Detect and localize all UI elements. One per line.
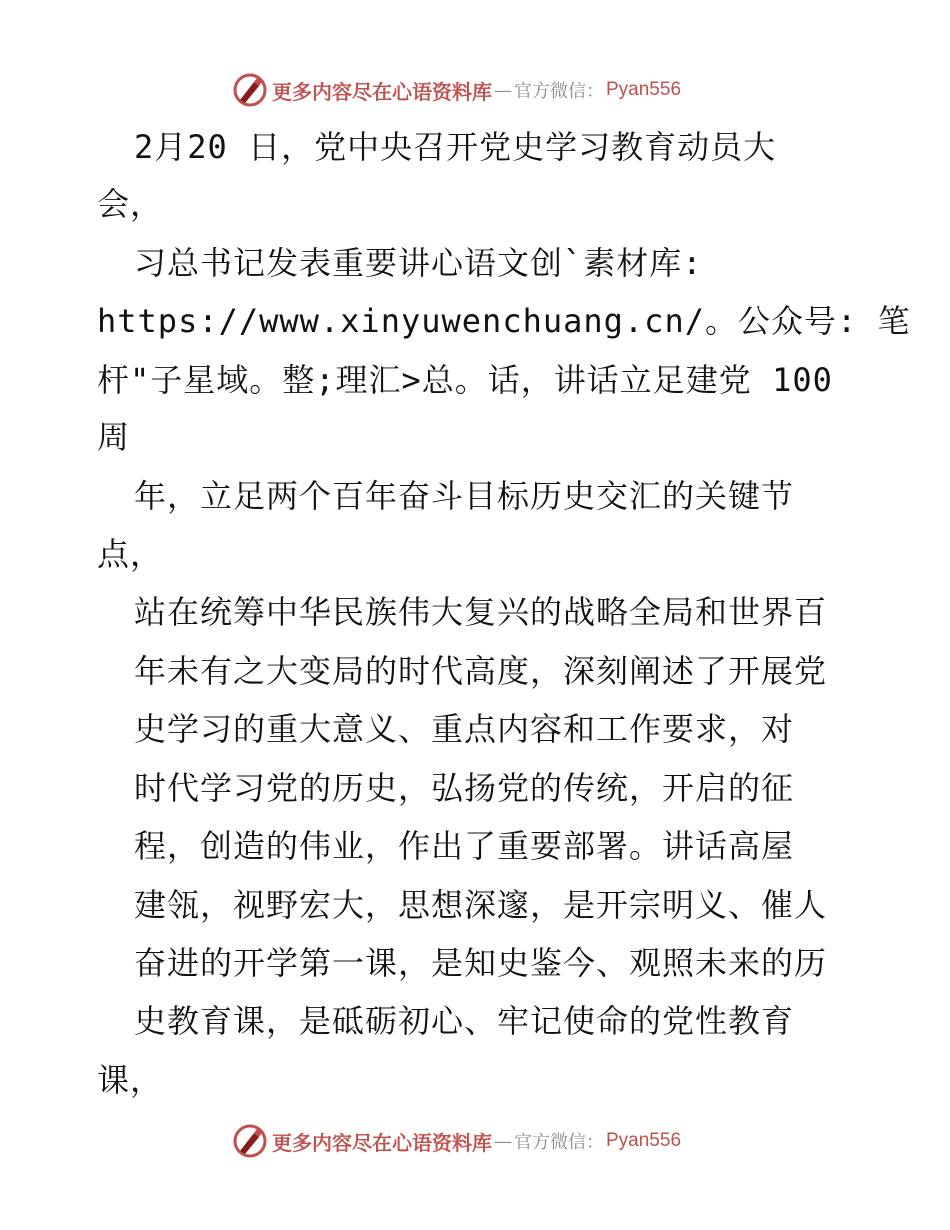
text-line: 周 — [97, 418, 131, 456]
text-line: 建瓴，视野宏大，思想深邃，是开宗明义、催人 — [134, 886, 828, 924]
text-line: 2月20 日，党中央召开党史学习教育动员大 — [134, 128, 777, 166]
text-line: 程，创造的伟业，作出了重要部署。讲话高屋 — [134, 827, 795, 865]
text-line: 课， — [97, 1061, 164, 1099]
watermark-main-text: 更多内容尽在心语资料库 — [272, 1130, 492, 1155]
watermark-wechat-label: 官方微信： — [514, 81, 604, 102]
pen-logo-icon — [232, 1123, 268, 1159]
text-line: 杆"子星域。整;理汇>总。话，讲话立足建党 100 — [97, 361, 833, 399]
text-line: 习总书记发表重要讲心语文创`素材库: — [134, 244, 703, 282]
text-line: https://www.xinyuwenchuang.cn/。公众号: 笔 — [97, 302, 911, 340]
text-line: 点， — [97, 535, 164, 573]
watermark-dash: — — [494, 79, 512, 101]
pen-logo-icon — [232, 72, 268, 108]
text-line: 史教育课，是砥砺初心、牢记使命的党性教育 — [134, 1002, 795, 1040]
watermark-main-text: 更多内容尽在心语资料库 — [272, 79, 492, 104]
text-line: 时代学习党的历史，弘扬党的传统，开启的征 — [134, 769, 795, 807]
text-line: 奋进的开学第一课，是知史鉴今、观照未来的历 — [134, 944, 828, 982]
text-line: 会， — [97, 185, 164, 223]
text-line: 站在统筹中华民族伟大复兴的战略全局和世界百 — [134, 593, 828, 631]
header-watermark — [232, 72, 681, 108]
watermark-wechat-label: 官方微信： — [514, 1132, 604, 1153]
text-line: 年，立足两个百年奋斗目标历史交汇的关键节 — [134, 477, 795, 515]
text-line: 史学习的重大意义、重点内容和工作要求，对 — [134, 710, 795, 748]
footer-watermark — [232, 1123, 681, 1159]
watermark-wechat-id: Pyan556 — [606, 79, 682, 100]
watermark-dash: — — [494, 1130, 512, 1152]
text-line: 年未有之大变局的时代高度，深刻阐述了开展党 — [134, 652, 828, 690]
watermark-wechat-id: Pyan556 — [606, 1130, 682, 1151]
